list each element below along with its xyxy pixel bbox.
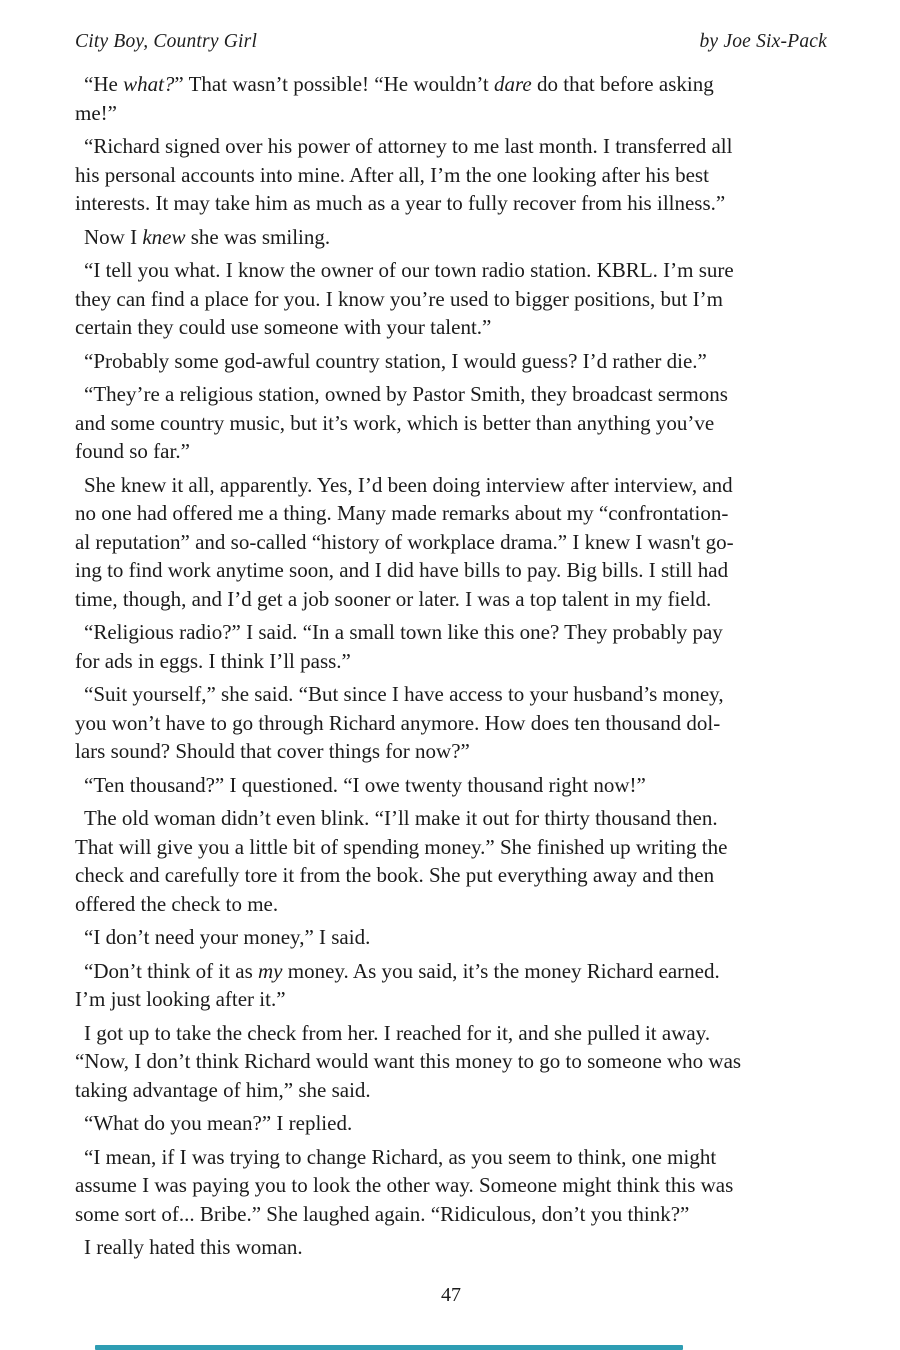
paragraph: “Don’t think of it as my money. As you said, it’s the money Richard earned. I’m just looking after it.” [75, 958, 720, 1011]
paragraph: “Religious radio?” I said. “In a small town like this one? They probably pay for ads in eggs. I think I’ll pass.” [75, 620, 723, 673]
book-author: by Joe Six-Pack [699, 31, 827, 52]
page-number: 47 [441, 1284, 461, 1306]
paragraph: “I don’t need your money,” I said. [84, 925, 371, 949]
paragraph: “Suit yourself,” she said. “But since I have access to your husband’s money, you won’t have to go through Richard anymore. How does ten thousand dol- lars sound? Should that cover things for now?” [75, 682, 724, 763]
paragraph: “What do you mean?” I replied. [84, 1111, 353, 1135]
paragraph: Now I knew she was smiling. [84, 224, 331, 249]
paragraph: “Probably some god-awful country station, I would guess? I’d rather die.” [84, 348, 707, 373]
paragraph: I really hated this woman. [84, 1235, 303, 1259]
paragraph: “I mean, if I was trying to change Richard, as you seem to think, one might assume I was paying you to look the other way. Someone might think this was some sort of... Bribe.” She laughed again. “Ridiculous, don’t you think?” [75, 1144, 734, 1226]
paragraph: I got up to take the check from her. I reached for it, and she pulled it away. “Now, I don’t think Richard would want this money to go to someone who was taking advantage of him,” she said. [75, 1020, 742, 1102]
paragraph: The old woman didn’t even blink. “I’ll make it out for thirty thousand then. That will give you a little bit of spending money.” She finished up writing the check and carefully tore it from the book. She put everything away and then offered the check to me. [75, 806, 728, 916]
selection-highlight-bar [95, 1345, 683, 1350]
paragraph: “I tell you what. I know the owner of our town radio station. KBRL. I’m sure they can find a place for you. I know you’re used to bigger positions, but I’m certain they could use someone with your talent.” [75, 258, 734, 339]
page-body [75, 70, 860, 1267]
running-header [75, 31, 827, 53]
paragraph: “Richard signed over his power of attorney to me last month. I transferred all his personal accounts into mine. After all, I’m the one looking after his best interests. It may take him as much as a year to fully recover from his illness.” [75, 134, 733, 215]
paragraph: “Ten thousand?” I questioned. “I owe twenty thousand right now!” [84, 772, 646, 797]
paragraph: She knew it all, apparently. Yes, I’d been doing interview after interview, and no one had offered me a thing. Many made remarks about my “confrontation- al reputation” and so-called “history of workplace drama.” I knew I wasn't go- ing to find work anytime soon, and I did have bills to pay. Big bills. I still had time, though, and I’d get a job sooner or later. I was a top talent in my field. [75, 472, 734, 611]
paragraph: “They’re a religious station, owned by Pastor Smith, they broadcast sermons and some country music, but it’s work, which is better than anything you’ve found so far.” [75, 382, 728, 463]
book-title: City Boy, Country Girl [75, 31, 258, 52]
paragraph: “He what?” That wasn’t possible! “He wouldn’t dare do that before asking me!” [75, 72, 714, 125]
